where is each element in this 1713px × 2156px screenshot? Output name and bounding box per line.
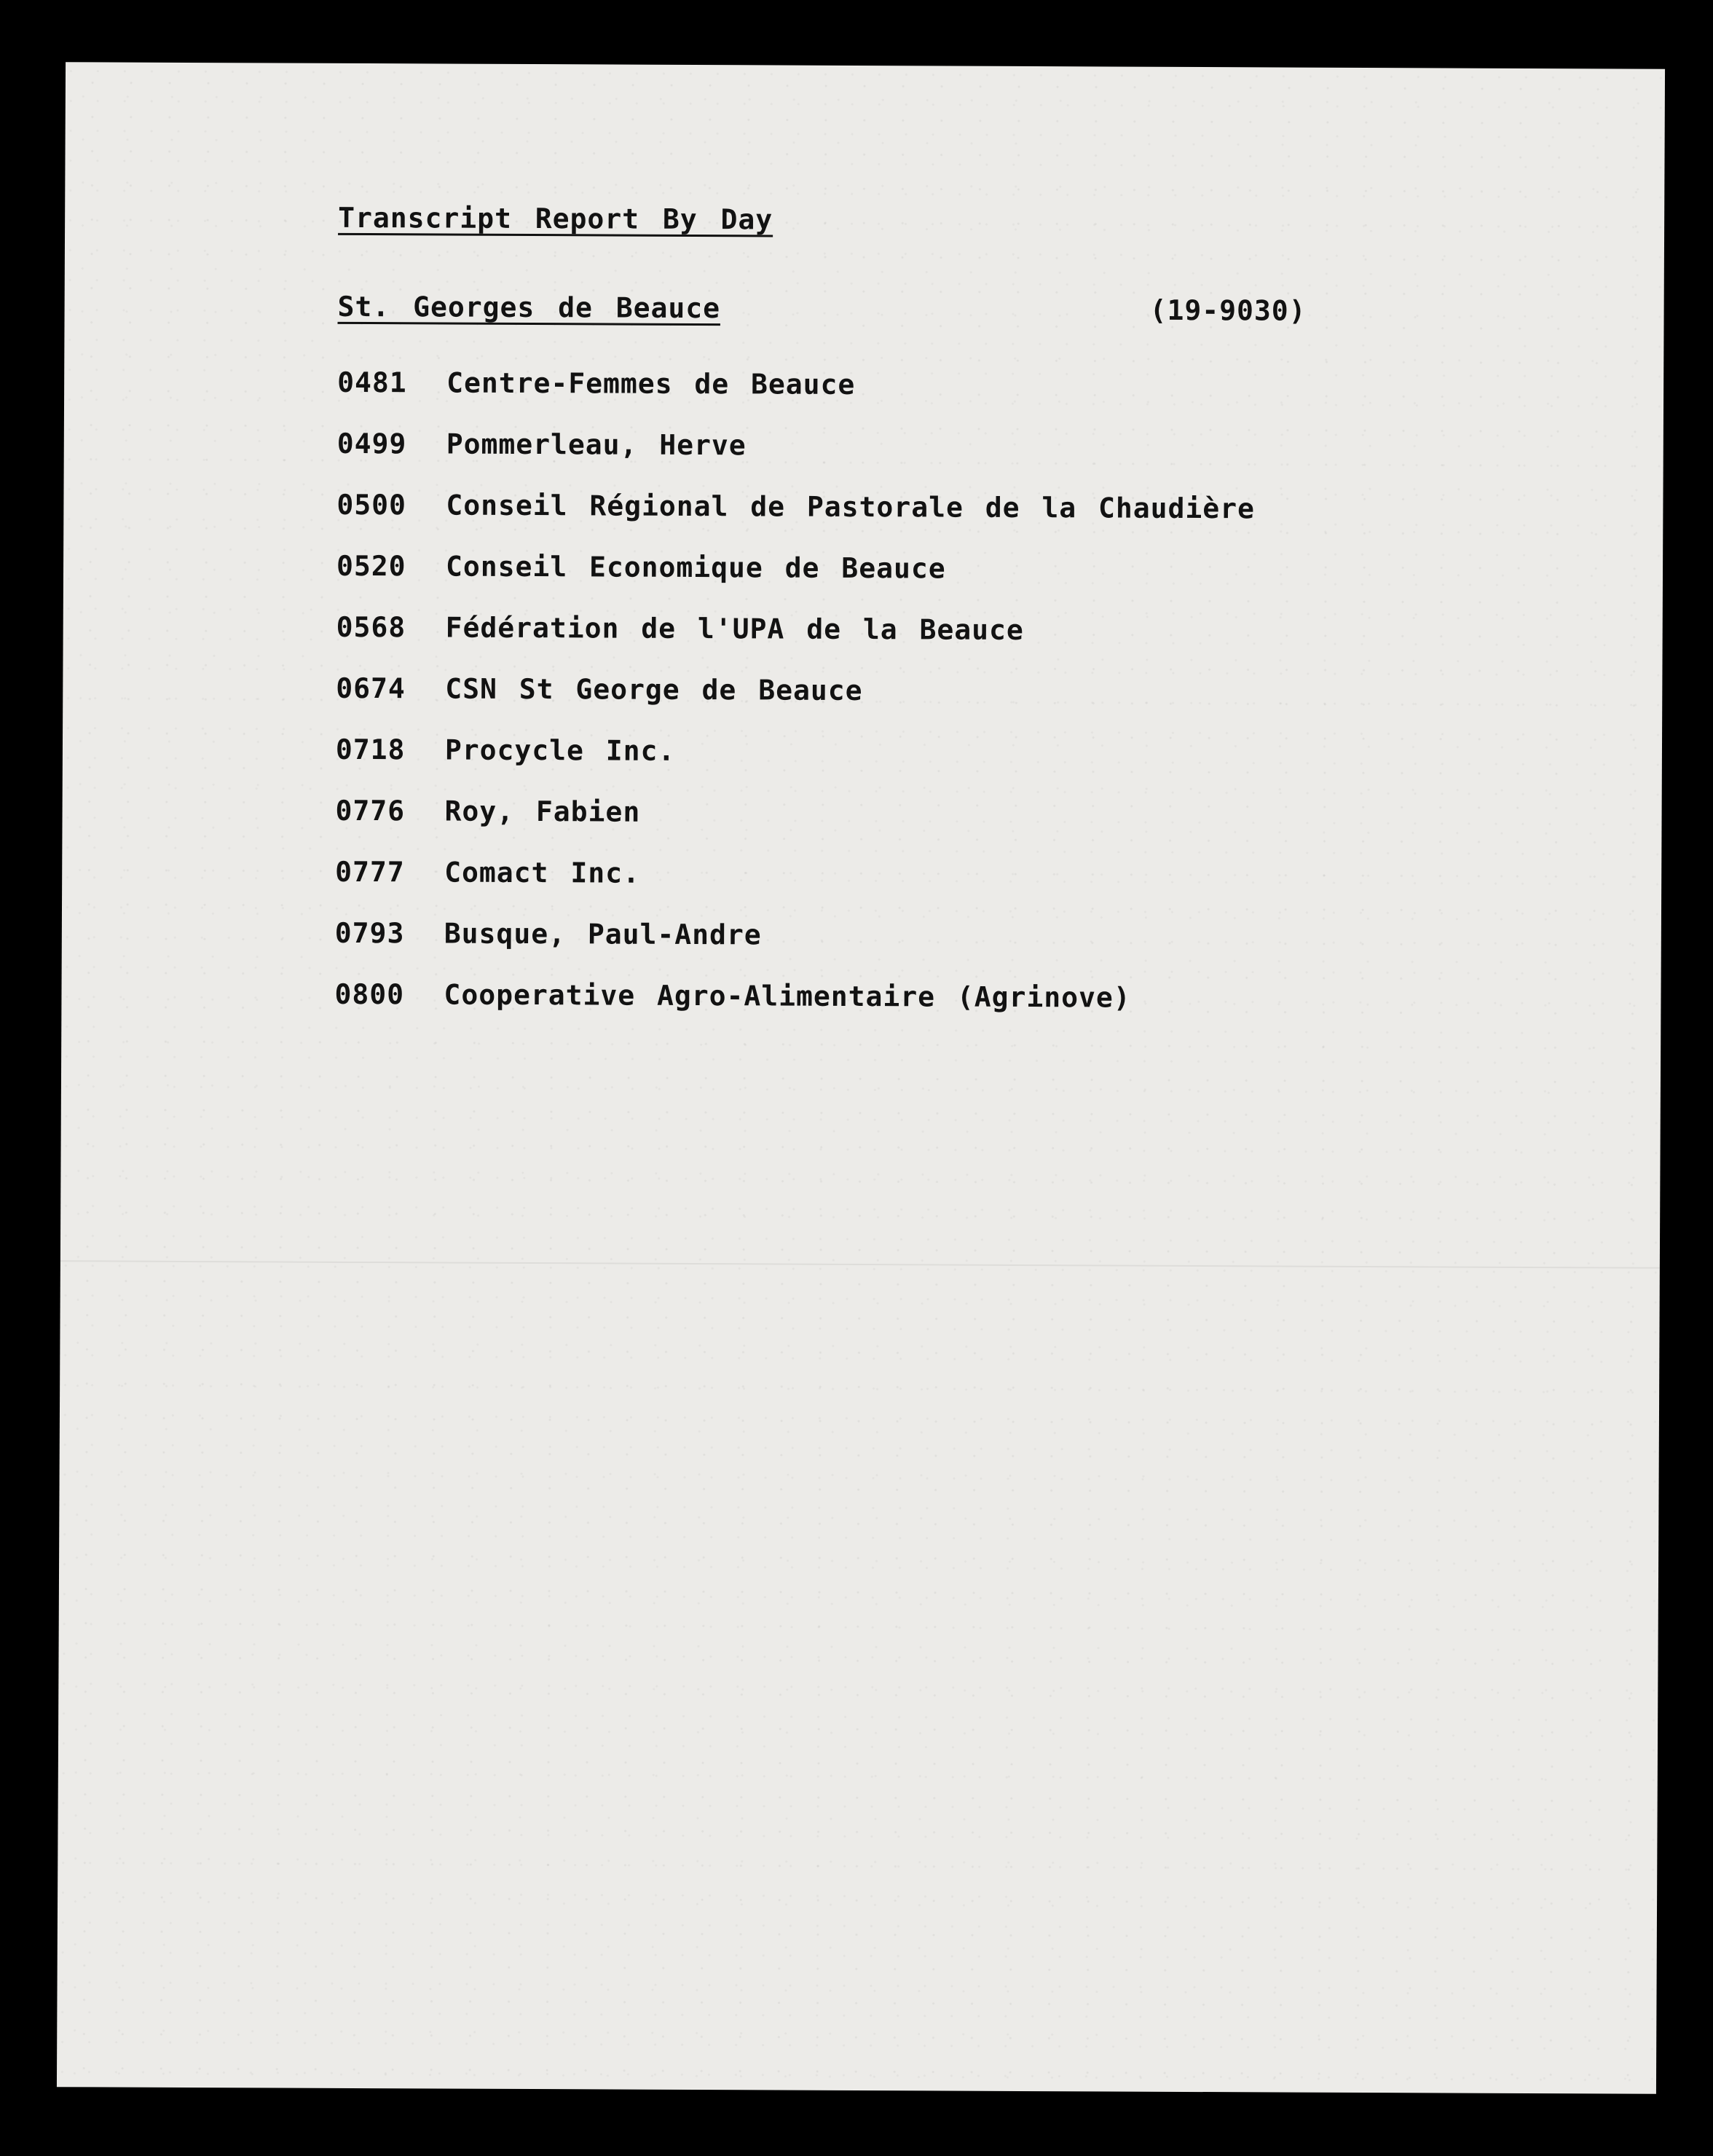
report-content bbox=[334, 202, 1649, 1045]
entry-name: CSN St George de Beauce bbox=[445, 672, 863, 707]
entry-number: 0777 bbox=[335, 855, 405, 889]
report-title: Transcript Report By Day bbox=[338, 201, 773, 236]
entry-name: Roy, Fabien bbox=[444, 795, 641, 828]
entry-number: 0718 bbox=[335, 733, 406, 766]
location-row bbox=[337, 290, 1307, 327]
entry-number: 0568 bbox=[336, 610, 406, 644]
entry-number: 0500 bbox=[336, 488, 407, 522]
entry-name: Fédération de l'UPA de la Beauce bbox=[445, 611, 1024, 646]
entry-number: 0520 bbox=[336, 549, 406, 583]
entry-name: Centre-Femmes de Beauce bbox=[446, 366, 856, 401]
list-item bbox=[336, 733, 1647, 800]
entry-number: 0674 bbox=[336, 672, 406, 705]
entry-number: 0800 bbox=[334, 977, 405, 1011]
entry-name: Cooperative Agro-Alimentaire (Agrinove) bbox=[444, 978, 1131, 1014]
entry-number: 0793 bbox=[334, 916, 405, 950]
list-item bbox=[334, 978, 1645, 1045]
list-item bbox=[337, 428, 1648, 495]
entry-name: Conseil Economique de Beauce bbox=[445, 550, 946, 585]
entry-name: Pommerleau, Herve bbox=[446, 428, 747, 462]
list-item bbox=[336, 611, 1647, 678]
list-item bbox=[335, 917, 1646, 984]
entry-name: Conseil Régional de Pastorale de la Chaudière bbox=[446, 489, 1256, 525]
entry-name: Comact Inc. bbox=[444, 856, 640, 889]
list-item bbox=[336, 550, 1647, 617]
entry-name: Busque, Paul-Andre bbox=[444, 917, 762, 951]
entry-number: 0776 bbox=[335, 794, 406, 827]
entry-name: Procycle Inc. bbox=[444, 733, 676, 767]
list-item bbox=[335, 795, 1646, 862]
list-item bbox=[335, 856, 1646, 923]
entry-number: 0481 bbox=[337, 366, 407, 399]
page-fold-line bbox=[60, 1260, 1660, 1269]
list-item bbox=[336, 489, 1647, 556]
list-item bbox=[336, 672, 1647, 739]
list-item bbox=[337, 366, 1648, 433]
location-heading: St. Georges de Beauce bbox=[337, 290, 721, 325]
transcript-list bbox=[334, 366, 1648, 1045]
file-code: (19-9030) bbox=[1149, 294, 1307, 327]
document-page bbox=[57, 62, 1665, 2094]
entry-number: 0499 bbox=[336, 427, 407, 460]
